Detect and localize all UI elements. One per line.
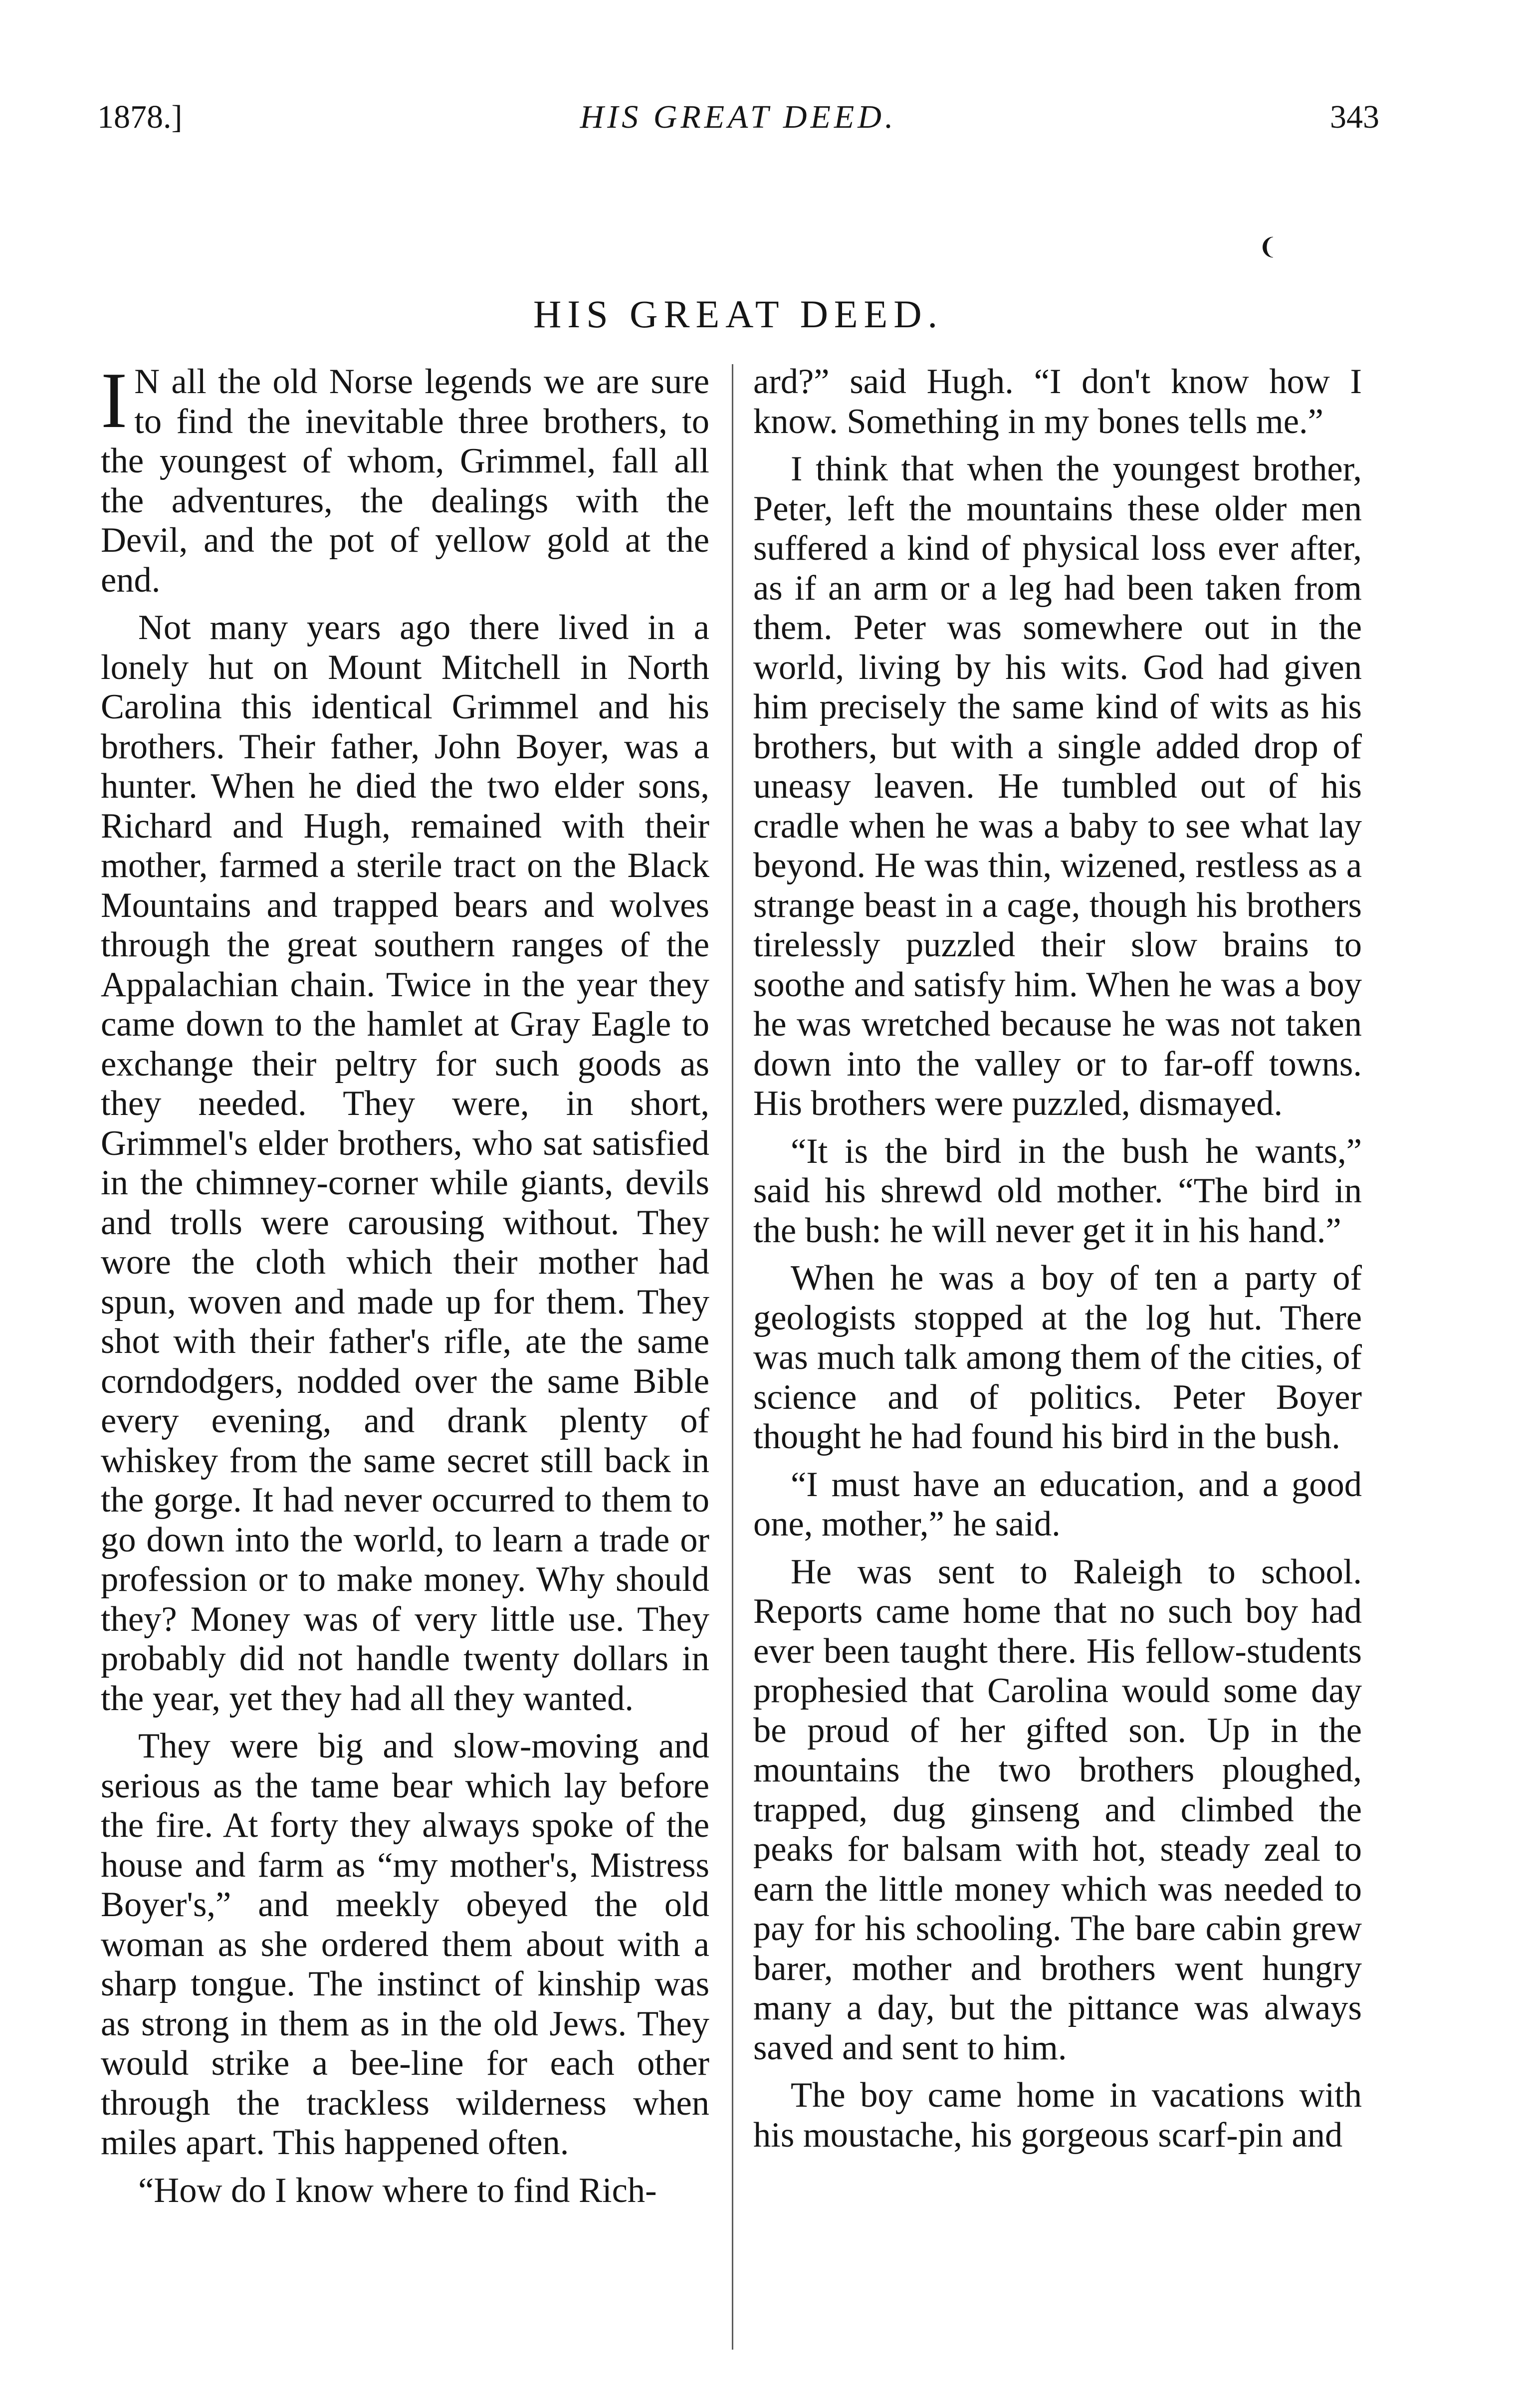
ornament-mark: ❨	[1258, 234, 1278, 259]
drop-cap: I	[101, 356, 128, 444]
paragraph: The boy came home in vacations with his moustache, his gorgeous scarf-pin and	[753, 2076, 1362, 2155]
column-divider	[732, 364, 733, 2350]
paragraph: I think that when the youngest brother, Peter, left the mountains these older men suffered a kind of physical loss ever after, as if an arm or a leg had been taken from them. Peter was somewhere out in the world, living by his wits. God had given him precisely the same kind of wits as his brothers, but with a single added drop of uneasy leaven. He tumbled out of his cradle when he was a baby to see what lay beyond. He was thin, wizened, restless as a strange beast in a cage, though his brothers tirelessly puzzled their slow brains to soothe and satisfy him. When he was a boy he was wretched because he was not taken down into the valley or to far-off towns. His brothers were puzzled, dismayed.	[753, 449, 1362, 1123]
paragraph-text: N all the old Norse legends we are sure to find the inevitable three brothers, to the youngest of whom, Grimmel, fall all the adventures, the dealings with the Devil, and the pot of yellow gold at the end.	[101, 362, 709, 600]
page-number: 343	[1330, 99, 1379, 135]
paragraph: They were big and slow-moving and serious as the tame bear which lay before the fire. At forty they always spoke of the house and farm as “my mother's, Mistress Boyer's,” and meekly obeyed the old woman as she ordered them about with a sharp tongue. The instinct of kinship was as strong in them as in the old Jews. They would strike a bee-line for each other through the trackless wilderness when miles apart. This happened often.	[101, 1727, 709, 2162]
right-column	[753, 362, 1362, 2155]
paragraph: He was sent to Raleigh to school. Reports came home that no such boy had ever been taught there. His fellow-students prophesied that Carolina would some day be proud of her gifted son. Up in the mountains the two brothers ploughed, trapped, dug ginseng and climbed the peaks for balsam with hot, steady zeal to earn the little money which was needed to pay for his schooling. The bare cabin grew barer, mother and brothers went hungry many a day, but the pittance was always saved and sent to him.	[753, 1552, 1362, 2067]
paragraph: ard?” said Hugh. “I don't know how I know. Something in my bones tells me.”	[753, 362, 1362, 441]
article-title: HIS GREAT DEED.	[533, 292, 944, 336]
paragraph: “I must have an education, and a good one, mother,” he said.	[753, 1465, 1362, 1543]
running-head	[97, 95, 1379, 140]
header-year: 1878.]	[97, 99, 183, 135]
left-column	[101, 356, 709, 2210]
header-title: HIS GREAT DEED.	[580, 99, 897, 135]
paragraph: When he was a boy of ten a party of geologists stopped at the log hut. There was much talk among them of the cities, of science and of politics. Peter Boyer thought he had found his bird in the bush.	[753, 1259, 1362, 1456]
paragraph: “It is the bird in the bush he wants,” said his shrewd old mother. “The bird in the bush: he will never get it in his hand.”	[753, 1131, 1362, 1250]
paragraph	[101, 356, 709, 600]
paragraph: Not many years ago there lived in a lonely hut on Mount Mitchell in North Carolina this identical Grimmel and his brothers. Their father, John Boyer, was a hunter. When he died the two elder sons, Richard and Hugh, remained with their mother, farmed a sterile tract on the Black Mountains and trapped bears and wolves through the great southern ranges of the Appalachian chain. Twice in the year they came down to the hamlet at Gray Eagle to exchange their peltry for such goods as they needed. They were, in short, Grimmel's elder brothers, who sat satisfied in the chimney-corner while giants, devils and trolls were carousing without. They wore the cloth which their mother had spun, woven and made up for them. They shot with their father's rifle, ate the same corndodgers, nodded over the same Bible every evening, and drank plenty of whiskey from the same secret still back in the gorge. It had never occurred to them to go down into the world, to learn a trade or profession or to make money. Why should they? Money was of very little use. They probably did not handle twenty dollars in the year, yet they had all they wanted.	[101, 608, 709, 1718]
paragraph: “How do I know where to find Rich-	[138, 2171, 657, 2210]
